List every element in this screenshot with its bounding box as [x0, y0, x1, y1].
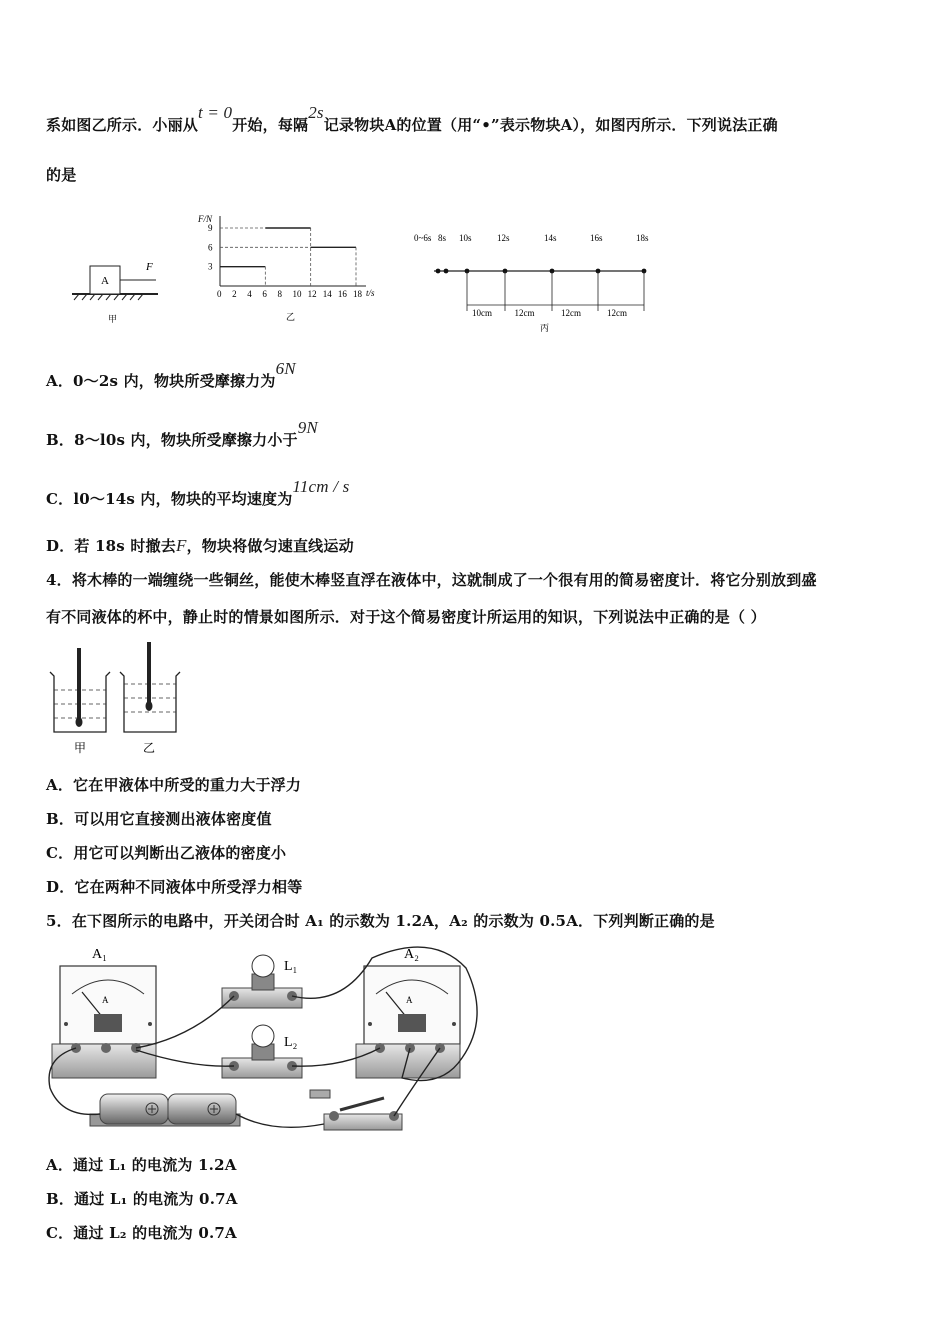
q4-stem-line-2: 有不同液体的杯中，静止时的情景如图所示．对于这个简易密度计所运用的知识，下列说法中正确的是（ ）	[46, 608, 766, 626]
time-label-2: 8s	[438, 233, 447, 243]
label-a2: A₂	[404, 947, 419, 962]
figure-jia	[70, 250, 170, 330]
beaker-yi	[120, 642, 180, 732]
block-a-label: A	[101, 275, 109, 287]
ammeter-a2	[356, 966, 460, 1078]
q5-option-b: B．通过 L₁ 的电流为 0.7A	[46, 1190, 238, 1208]
ammeter-a2-unit: A	[406, 995, 413, 1005]
force-label: F	[146, 261, 153, 273]
q4-option-b: B．可以用它直接测出液体密度值	[46, 810, 272, 828]
caption-bing: 丙	[540, 323, 550, 333]
q5-option-a: A．通过 L₁ 的电流为 1.2A	[46, 1156, 237, 1174]
intro-text-3: 记录物块A的位置（用“•”表示物块A），如图丙所示．下列说法正确	[323, 116, 778, 134]
intro-line-2	[46, 164, 76, 185]
q3-option-d-text: D．若 18s 时撤去	[46, 537, 176, 555]
x-tick-label-10: 10	[292, 289, 302, 299]
label-l2: L₂	[284, 1035, 298, 1050]
x-tick-label-8: 8	[277, 289, 282, 299]
q3-option-c	[46, 477, 350, 509]
distance-label-2: 12cm	[514, 308, 535, 318]
q4-stem-line-1: 4．将木棒的一端缠绕一些铜丝，能使木棒竖直浮在液体中，这就制成了一个很有用的简易密度计．将它分别放到盛	[46, 571, 817, 589]
ammeter-a1	[52, 966, 156, 1078]
time-label-4: 12s	[497, 233, 510, 243]
q3-option-a-text: A．0～2s 内，物块所受摩擦力为	[46, 372, 276, 390]
battery-pack	[90, 1094, 240, 1126]
figure-yi-chart	[190, 210, 390, 325]
time-label-3: 10s	[459, 233, 472, 243]
q3-option-c-math: 11cm / s	[292, 477, 350, 496]
x-axis-label: t/s	[366, 288, 375, 298]
x-tick-label-0: 0	[217, 289, 222, 299]
time-label-1: 0~6s	[414, 233, 432, 243]
q4-option-d: D．它在两种不同液体中所受浮力相等	[46, 878, 303, 896]
q3-option-a	[46, 359, 296, 391]
ammeter-a1-unit: A	[102, 995, 109, 1005]
figure-densimeter	[44, 640, 194, 760]
label-l1: L₁	[284, 959, 298, 974]
q3-option-d-math: F	[175, 536, 187, 555]
q4-option-a: A．它在甲液体中所受的重力大于浮力	[46, 776, 302, 794]
x-tick-label-12: 12	[307, 289, 317, 299]
y-axis-label: F/N	[198, 214, 213, 224]
intro-text-1: 系如图乙所示．小丽从	[46, 116, 199, 134]
caption-beaker-jia: 甲	[74, 741, 87, 755]
time-label-6: 16s	[590, 233, 603, 243]
q5-stem: 5．在下图所示的电路中，开关闭合时 A₁ 的示数为 1.2A，A₂ 的示数为 0.5A．下列判断正确的是	[46, 912, 715, 930]
x-tick-label-6: 6	[262, 289, 267, 299]
x-tick-label-2: 2	[232, 289, 237, 299]
intro-math-t0: t = 0	[198, 103, 233, 122]
caption-yi: 乙	[286, 312, 296, 322]
intro-text-2: 开始，每隔	[232, 116, 309, 134]
q3-option-d-post: ，物块将做匀速直线运动	[186, 537, 354, 555]
q3-option-c-text: C．l0～14s 内，物块的平均速度为	[46, 490, 293, 508]
lamp-l2	[222, 1025, 302, 1078]
distance-label-1: 10cm	[472, 308, 492, 318]
q4-option-c: C．用它可以判断出乙液体的密度小	[46, 844, 287, 862]
caption-beaker-yi: 乙	[143, 741, 156, 755]
x-tick-label-14: 14	[322, 289, 332, 299]
q3-option-a-math: 6N	[275, 359, 296, 378]
q3-option-d	[46, 535, 354, 556]
figure-circuit	[42, 938, 492, 1138]
distance-label-3: 12cm	[561, 308, 581, 318]
q3-option-b-text: B．8～l0s 内，物块所受摩擦力小于	[46, 431, 298, 449]
q3-option-b-math: 9N	[297, 418, 318, 437]
intro-text-4: 的是	[46, 166, 77, 184]
x-tick-label-4: 4	[247, 289, 252, 299]
time-label-7: 18s	[636, 233, 649, 243]
time-label-5: 14s	[544, 233, 557, 243]
intro-math-2s: 2s	[308, 103, 324, 122]
position-dot-2	[444, 269, 449, 274]
x-tick-label-16: 16	[337, 289, 347, 299]
figure-bing	[410, 225, 660, 335]
y-tick-label-6: 6	[208, 242, 213, 253]
beaker-jia	[50, 648, 110, 732]
q5-option-c: C．通过 L₂ 的电流为 0.7A	[46, 1224, 237, 1242]
y-tick-label-9: 9	[208, 223, 213, 233]
y-tick-label-3: 3	[208, 261, 213, 272]
intro-line-1	[46, 103, 778, 135]
q3-option-b	[46, 418, 318, 450]
position-dot-1	[436, 269, 441, 274]
distance-label-4: 12cm	[607, 308, 627, 318]
label-a1: A₁	[92, 947, 107, 962]
x-tick-label-18: 18	[353, 289, 362, 299]
caption-jia: 甲	[108, 314, 118, 324]
